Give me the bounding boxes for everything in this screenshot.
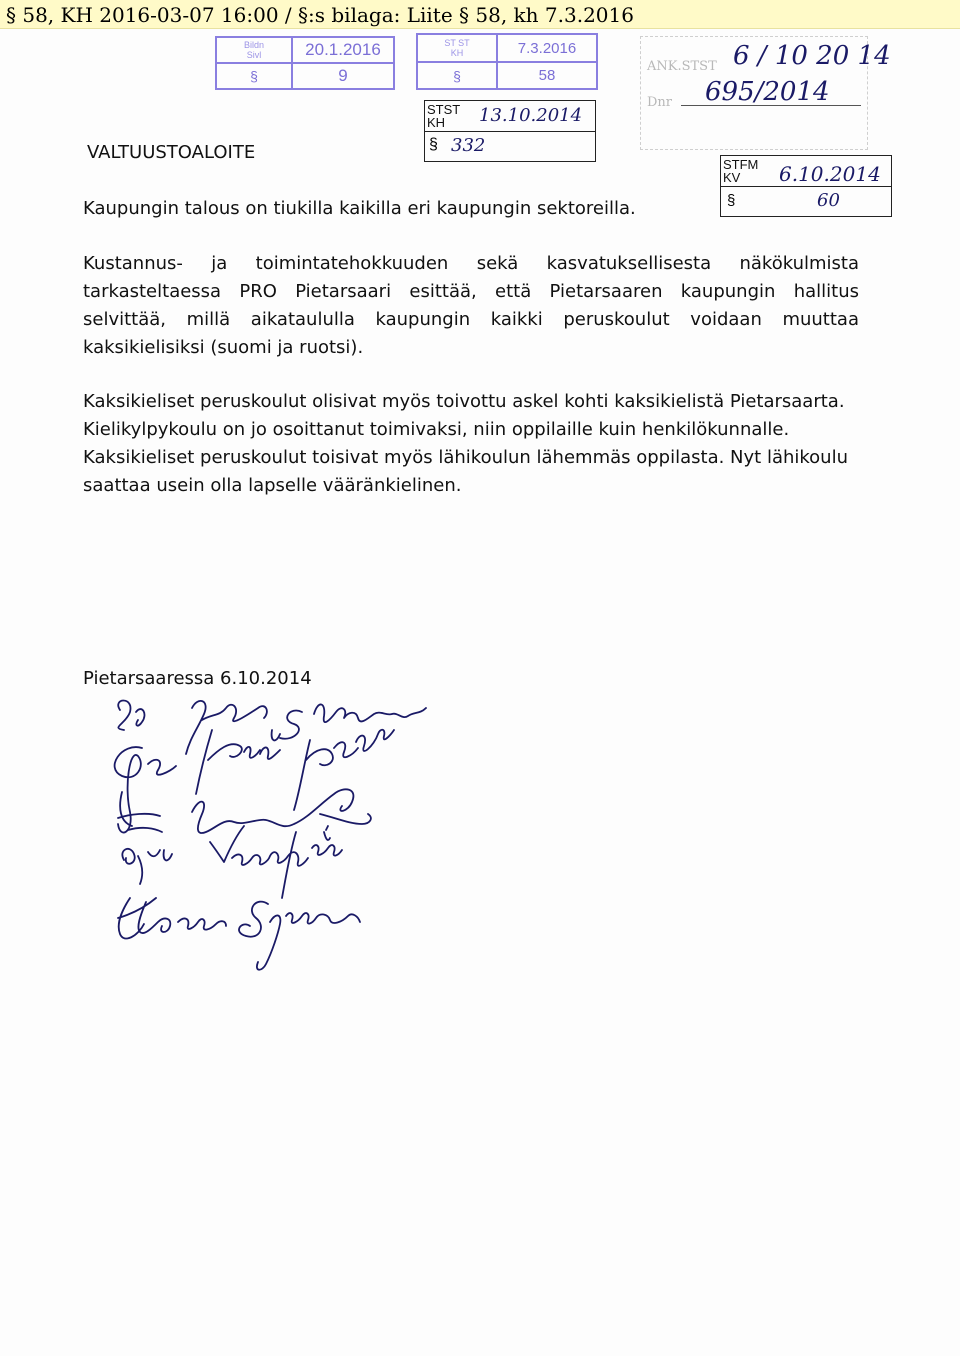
document-heading: VALTUUSTOALOITE <box>87 142 256 163</box>
signature-2 <box>115 730 394 833</box>
stamp-right-section-symbol: § <box>417 62 497 89</box>
header-text: § 58, KH 2016-03-07 16:00 / §:s bilaga: Liite § 58, kh 7.3.2016 <box>6 3 634 27</box>
stfm-kv-section-symbol: § <box>727 192 736 209</box>
paragraph-2-line: Kielikylpykoulu on jo osoittanut toimivaksi, niin oppilaille kuin henkilökunnalle. <box>83 419 790 440</box>
paragraph-1-line: kaksikielisiksi (suomi ja ruotsi). <box>83 337 364 358</box>
paragraph-2-line: Kaksikieliset peruskoulut toisivat myös lähikoulun lähemmäs oppilasta. Nyt lähikoulu <box>83 447 848 468</box>
faded-received-stamp <box>640 36 891 150</box>
signature-4 <box>122 826 342 898</box>
header-bar <box>0 0 960 29</box>
stst-kh-section-no: 332 <box>451 135 486 156</box>
stst-kh-date: 13.10.2014 <box>479 105 583 126</box>
document-subtitle: Kaupungin talous on tiukilla kaikilla eri kaupungin sektoreilla. <box>83 198 636 219</box>
stst-kh-section-symbol: § <box>429 136 438 153</box>
stamp-left-section-no: 9 <box>292 63 394 89</box>
paragraph-2 <box>83 388 859 500</box>
stamp-stst-kh <box>424 100 596 162</box>
stamp-right-section-no: 58 <box>497 62 597 89</box>
faded-stamp-label-1: ANK.STST <box>647 59 717 74</box>
stamp-left-date: 20.1.2016 <box>292 37 394 63</box>
faded-stamp-underline <box>681 105 861 106</box>
paragraph-1-line: selvittää, millä aikataululla kaupungin kaikki peruskoulut voidaan muuttaa <box>83 309 859 330</box>
faded-stamp-handwritten-date: 6 / 10 20 14 <box>733 41 891 71</box>
stfm-kv-label: STFM KV <box>723 157 759 185</box>
stamp-left-label: Bildn Sivl <box>216 37 292 63</box>
stfm-kv-date: 6.10.2014 <box>779 162 881 186</box>
faded-stamp-handwritten-no: 695/2014 <box>705 77 830 107</box>
stst-kh-label: STST KH <box>427 102 461 130</box>
signatures <box>100 690 500 980</box>
paragraph-2-line: saattaa usein olla lapselle vääränkielinen. <box>83 475 462 496</box>
stfm-kv-section-no: 60 <box>817 190 840 211</box>
stamp-right-date: 7.3.2016 <box>497 34 597 62</box>
signature-1 <box>118 701 426 755</box>
paragraph-2-line: Kaksikieliset peruskoulut olisivat myös toivottu askel kohti kaksikielistä Pietarsaarta. <box>83 391 845 412</box>
stamp-left <box>215 36 395 90</box>
stfm-kv-divider <box>721 186 891 187</box>
paragraph-1-line: tarkasteltaessa PRO Pietarsaari esittää, että Pietarsaaren kaupungin hallitus <box>83 281 859 302</box>
faded-stamp-label-2: Dnr <box>647 95 673 110</box>
stamp-left-section-symbol: § <box>216 63 292 89</box>
paragraph-1-line: Kustannus- ja toimintatehokkuuden sekä kasvatuksellisesta näkökulmista <box>83 253 859 274</box>
stst-kh-divider <box>425 131 595 132</box>
signature-5 <box>118 898 360 970</box>
stamp-stfm-kv <box>720 155 892 217</box>
stamp-right <box>416 33 598 90</box>
stamp-right-label: ST ST KH <box>417 34 497 62</box>
paragraph-1 <box>83 250 859 362</box>
place-date: Pietarsaaressa 6.10.2014 <box>83 668 312 689</box>
